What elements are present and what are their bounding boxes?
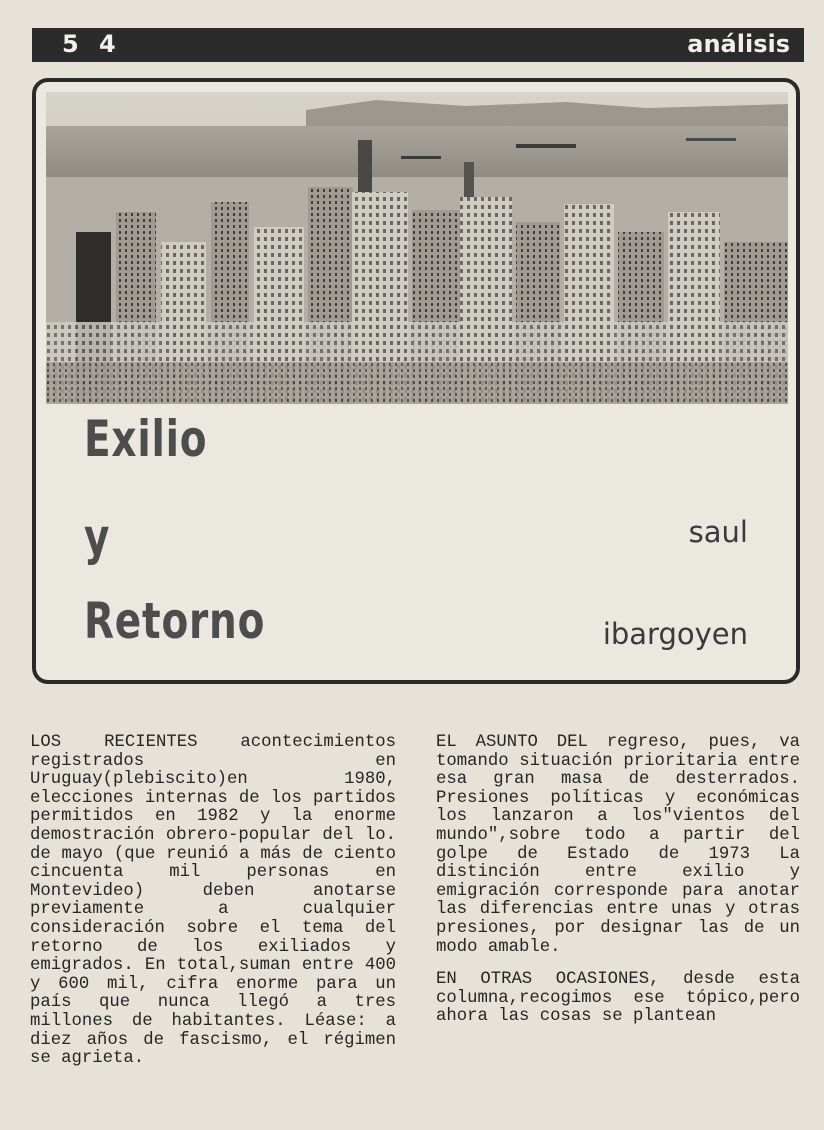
author-first-name: saul [688,515,748,549]
body-column-left [30,734,396,1083]
page-number: 5 4 [62,30,122,58]
header-bar [32,28,804,62]
city-skyline-photo [46,92,788,404]
body-column-right [436,734,800,1041]
title-line-3: Retorno [84,592,266,650]
title-line-2: y [84,508,111,566]
article-title-frame [32,78,800,684]
paragraph: EL ASUNTO DEL regreso, pues, va tomando situación prioritaria entre esa gran masa de desterrados. Presiones políticas y económicas los lanzaron a los"vientos del mundo",sobre todo a partir del golpe de Estado de 1973 La distinción entre exilio y emigración corresponde para anotar las diferencias entre unas y otras presiones, por designar las de un modo amable. [436,733,800,957]
author-last-name: ibargoyen [602,617,748,651]
paragraph: LOS RECIENTES acontecimientos registrados en Uruguay(plebiscito)en 1980, elecciones internas de los partidos permitidos en 1982 y la enorme demostración obrero-popular del lo. de mayo (que reunió a más de ciento cincuenta mil personas en Montevideo) deben anotarse previamente a cualquier consideración sobre el tema del retorno de los exiliados y emigrados. En total,suman entre 400 y 600 mil, cifra enorme para un país que nunca llegó a tres millones de habitantes. Léase: a diez años de fascismo, el régimen se agrieta. [30,733,396,1069]
title-line-1: Exilio [84,410,208,468]
section-label: análisis [687,30,790,58]
paragraph: EN OTRAS OCASIONES, desde esta columna,recogimos ese tópico,pero ahora las cosas se plantean [436,970,800,1027]
